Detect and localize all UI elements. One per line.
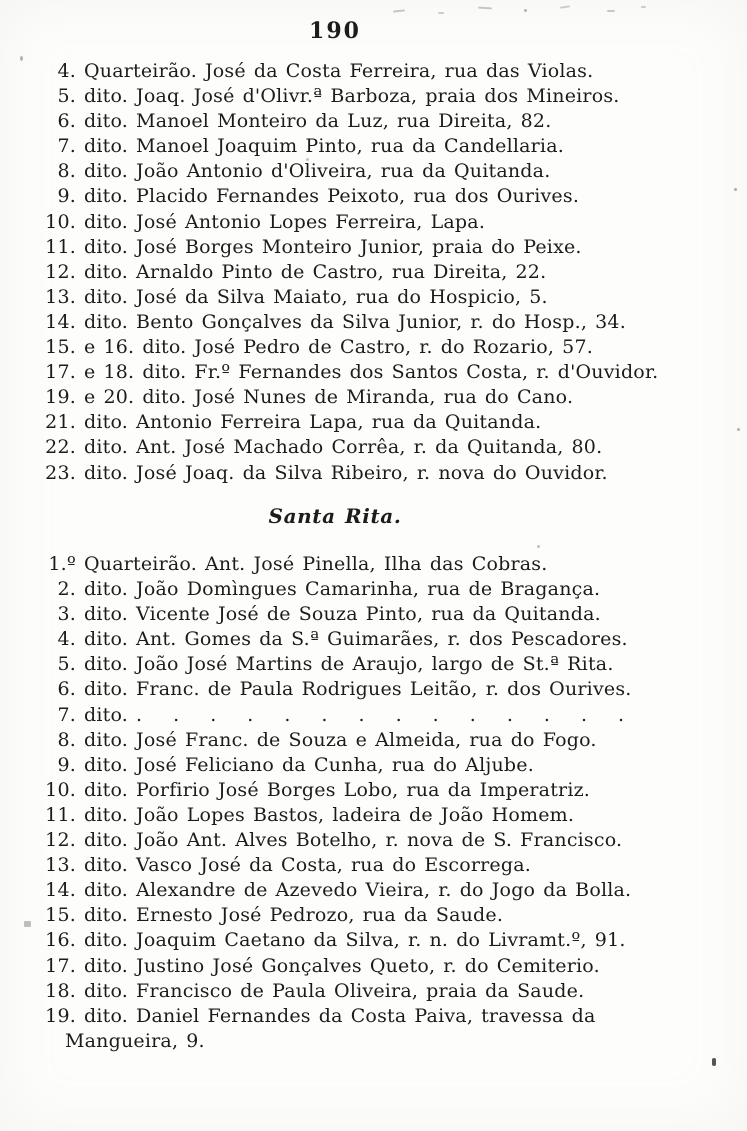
entry-text: dito. João Ant. Alves Botelho, r. nova de S. Francisco. [84, 829, 623, 852]
entry-text: dito. João Domìngues Camarinha, rua de Bragança. [84, 578, 601, 601]
entry-text: dito. Daniel Fernandes da Costa Paiva, travessa da [84, 1004, 596, 1027]
entry-number: 23. [45, 461, 76, 484]
scan-speckle [393, 9, 405, 12]
entry-text: dito. Porfirio José Borges Lobo, rua da Imperatriz. [84, 778, 591, 801]
list-item [44, 728, 717, 753]
entry-number: 2. [57, 578, 76, 601]
dotted-leader: . . . . . . . . . . . . . . [136, 703, 625, 726]
scan-speckle [438, 12, 444, 14]
list-item [44, 928, 717, 953]
entry-text: dito. José Borges Monteiro Junior, praia do Peixe. [84, 235, 582, 258]
entry-number: 9. [57, 185, 76, 208]
scan-speckle [537, 545, 540, 548]
entry-text: dito. Ernesto José Pedrozo, rua da Saude. [84, 904, 504, 927]
list-item [44, 552, 717, 577]
entry-text: dito. Ant. Gomes da S.ª Guimarães, r. dos Pescadores. [84, 628, 628, 651]
entry-number: 19. [45, 386, 76, 409]
scan-speckle [20, 56, 23, 61]
list-item [44, 310, 717, 335]
scan-speckle [712, 1058, 716, 1066]
entry-number: 4. [57, 628, 76, 651]
entry-text: dito. Bento Gonçalves da Silva Junior, r. do Hosp., 34. [84, 310, 626, 333]
entry-number: 7. [57, 703, 76, 726]
quarteirao-list-santa-rita [44, 552, 717, 1054]
list-item [44, 461, 717, 486]
entry-text: dito. Alexandre de Azevedo Vieira, r. do Jogo da Bolla. [84, 879, 632, 902]
entry-number: 13. [45, 285, 76, 308]
entry-number: 15. [45, 336, 76, 359]
entry-text: dito. José Feliciano da Cunha, rua do Aljube. [84, 753, 534, 776]
entry-number: 12. [45, 829, 76, 852]
entry-text: dito. Joaquim Caetano da Silva, r. n. do Livramt.º, 91. [84, 929, 626, 952]
entry-text: dito. José Franc. de Souza e Almeida, rua do Fogo. [84, 728, 597, 751]
entry-text: dito. José Joaq. da Silva Ribeiro, r. nova do Ouvidor. [84, 461, 608, 484]
entry-number: 10. [45, 210, 76, 233]
entry-number: 17. [45, 954, 76, 977]
list-item [44, 853, 717, 878]
list-item [44, 410, 717, 435]
list-item [44, 828, 717, 853]
list-item [44, 285, 717, 310]
entry-text: dito. Antonio Ferreira Lapa, rua da Quitanda. [84, 411, 542, 434]
list-item [44, 184, 717, 209]
list-item [44, 903, 717, 928]
entry-number: 8. [57, 160, 76, 183]
entry-text: dito. Manoel Joaquim Pinto, rua da Candellaria. [84, 135, 564, 158]
scan-speckle [524, 9, 527, 12]
quarteirao-list-continued [44, 59, 717, 486]
entry-number: 16. [45, 929, 76, 952]
entry-text: dito. Franc. de Paula Rodrigues Leitão, r. dos Ourives. [84, 678, 632, 701]
entry-text: dito. João José Martins de Araujo, largo de St.ª Rita. [84, 653, 614, 676]
list-item [44, 703, 717, 728]
scan-speckle [737, 428, 740, 431]
entry-number: 11. [45, 235, 76, 258]
entry-number: 19. [45, 1004, 76, 1027]
list-item [44, 385, 717, 410]
list-item [44, 954, 717, 979]
list-item [44, 260, 717, 285]
page-number: 190 [309, 18, 361, 44]
entry-text: dito. Joaq. José d'Olivr.ª Barboza, praia dos Mineiros. [84, 85, 620, 108]
list-item [44, 979, 717, 1004]
entry-number: 10. [45, 778, 76, 801]
entry-text: dito. José da Silva Maiato, rua do Hospicio, 5. [84, 285, 548, 308]
entry-number: 18. [45, 979, 76, 1002]
entry-text: dito. Manoel Monteiro da Luz, rua Direita, 82. [84, 110, 552, 133]
entry-number: 7. [57, 135, 76, 158]
entry-number: 17. [45, 361, 76, 384]
entry-number: 1.º [48, 553, 76, 575]
scan-speckle [734, 188, 737, 191]
list-item [44, 602, 717, 627]
entry-text: e 20. dito. José Nunes de Miranda, rua do Cano. [84, 386, 574, 409]
entry-number: 14. [45, 310, 76, 333]
scan-speckle [560, 5, 570, 8]
continuation-line: Mangueira, 9. [65, 1029, 205, 1052]
list-item [44, 109, 717, 134]
list-item [44, 677, 717, 702]
section-heading-santa-rita: Santa Rita. [268, 504, 402, 528]
scan-speckle [24, 921, 31, 927]
entry-text: dito. Vasco José da Costa, rua do Escorrega. [84, 854, 531, 877]
entry-number: 22. [45, 436, 76, 459]
entry-text: dito. Justino José Gonçalves Queto, r. do Cemiterio. [84, 954, 600, 977]
entry-text: dito. José Antonio Lopes Ferreira, Lapa. [84, 210, 486, 233]
entry-number: 13. [45, 854, 76, 877]
entry-text: e 18. dito. Fr.º Fernandes dos Santos Costa, r. d'Ouvidor. [84, 361, 659, 384]
entry-text: dito. João Lopes Bastos, ladeira de João Homem. [84, 803, 575, 826]
entry-text: dito. Arnaldo Pinto de Castro, rua Direita, 22. [84, 260, 547, 283]
list-item [44, 210, 717, 235]
list-item [44, 335, 717, 360]
list-item [44, 59, 717, 84]
entry-text: dito. João Antonio d'Oliveira, rua da Quitanda. [84, 160, 551, 183]
list-item [44, 1004, 717, 1054]
scan-speckle [641, 6, 646, 8]
entry-number: 3. [57, 603, 76, 626]
entry-number: 11. [45, 803, 76, 826]
entry-number: 5. [57, 653, 76, 676]
list-item [44, 84, 717, 109]
list-item [44, 753, 717, 778]
list-item [44, 235, 717, 260]
entry-number: 6. [57, 110, 76, 133]
entry-text: dito. Placido Fernandes Peixoto, rua dos Ourives. [84, 185, 580, 208]
entry-number: 8. [57, 728, 76, 751]
entry-number: 6. [57, 678, 76, 701]
scan-speckle [478, 7, 492, 10]
entry-text: e 16. dito. José Pedro de Castro, r. do Rozario, 57. [84, 336, 593, 359]
entry-number: 14. [45, 879, 76, 902]
entry-number: 21. [45, 411, 76, 434]
list-item [44, 778, 717, 803]
list-item [44, 360, 717, 385]
scan-speckle [607, 10, 615, 12]
entry-text: dito. Ant. José Machado Corrêa, r. da Quitanda, 80. [84, 436, 603, 459]
list-item [44, 627, 717, 652]
entry-text: Quarteirão. José da Costa Ferreira, rua das Violas. [84, 60, 594, 82]
list-item [44, 159, 717, 184]
entry-text: dito. Vicente José de Souza Pinto, rua da Quitanda. [84, 603, 601, 626]
entry-number: 5. [57, 85, 76, 108]
list-item [44, 878, 717, 903]
list-item [44, 803, 717, 828]
list-item [44, 577, 717, 602]
scan-speckle [306, 158, 309, 161]
entry-text: dito. Francisco de Paula Oliveira, praia da Saude. [84, 979, 585, 1002]
entry-text: Quarteirão. Ant. José Pinella, Ilha das Cobras. [84, 553, 548, 575]
entry-number: 15. [45, 904, 76, 927]
list-item [44, 134, 717, 159]
entry-number: 9. [57, 753, 76, 776]
entry-text: dito. [84, 703, 129, 726]
entry-number: 12. [45, 260, 76, 283]
list-item [44, 652, 717, 677]
list-item [44, 435, 717, 460]
entry-number: 4. [57, 60, 76, 82]
